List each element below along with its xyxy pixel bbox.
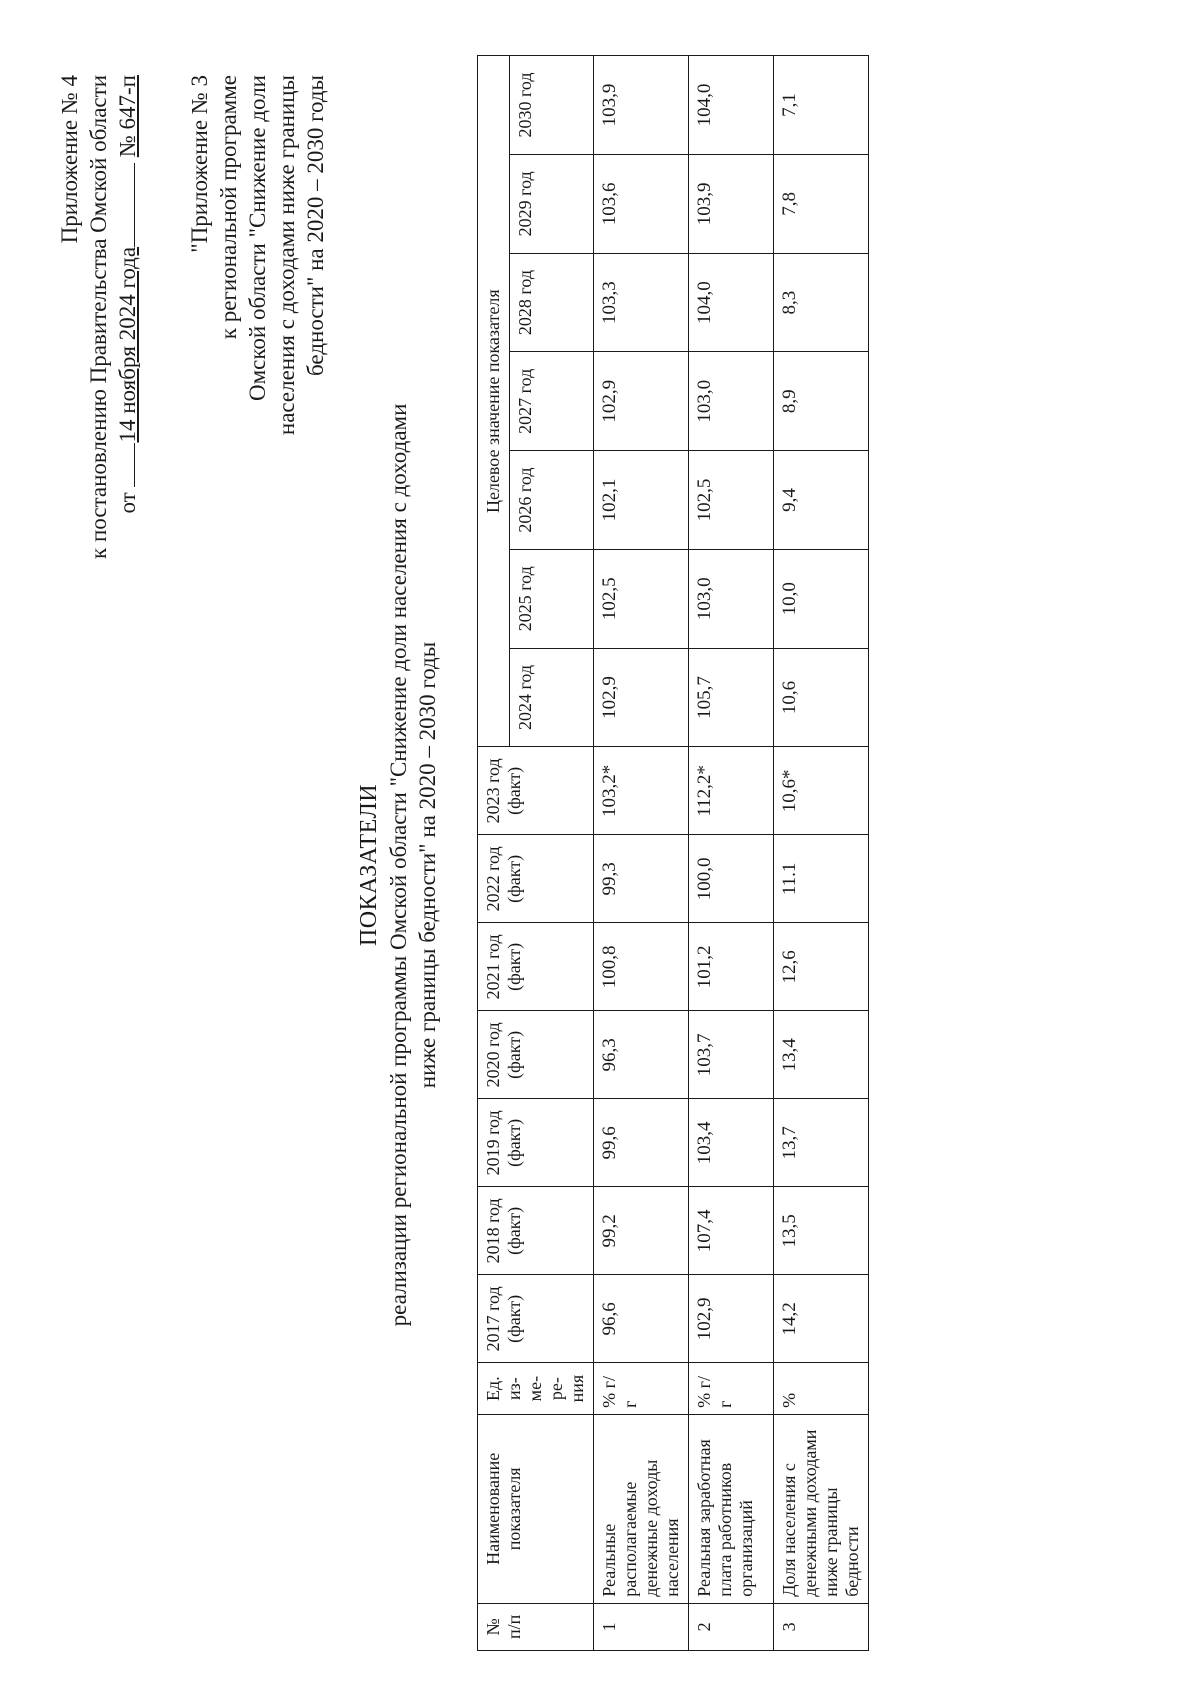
row-value: 103,3 [594,253,689,352]
row-value: 103,0 [689,549,774,648]
previous-appendix-line: Омской области "Снижение доли [245,75,270,401]
row-value: 101,2 [689,923,774,1011]
row-value: 10,0 [774,549,869,648]
previous-appendix-line: населения с доходами ниже границы [274,75,299,436]
resolution-date-line [113,75,142,559]
row-value: 103,9 [594,56,689,155]
row-value: 9,4 [774,451,869,550]
header-year: 2023 год (факт) [478,747,594,835]
row-value: 10,6* [774,747,869,835]
row-value: 107,4 [689,1187,774,1275]
row-value: 13,5 [774,1187,869,1275]
row-value: 8,3 [774,253,869,352]
row-name: Реальная заработная плата работников организаций [689,1414,774,1603]
document-heading: ПОКАЗАТЕЛИ [356,783,382,947]
row-value: 103,9 [689,154,774,253]
row-value: 104,0 [689,253,774,352]
row-value: 11.1 [774,835,869,923]
row-value: 102,5 [689,451,774,550]
previous-appendix-line: бедности" на 2020 – 2030 годы [303,75,328,376]
row-value: 102,9 [594,648,689,747]
header-target-group: Целевое значение показателя [478,56,510,747]
row-unit: % [774,1363,869,1415]
resolution-reference: к постановлению Правительства Омской области [86,75,111,559]
header-year: 2021 год (факт) [478,923,594,1011]
row-value: 103,2* [594,747,689,835]
row-value: 105,7 [689,648,774,747]
table-row [689,56,774,1651]
from-label: от [115,492,140,514]
resolution-date: 14 ноября 2024 года [115,246,140,443]
row-value: 99,6 [594,1099,689,1187]
row-num: 2 [689,1603,774,1650]
row-value: 102,5 [594,549,689,648]
title-block [355,135,442,1595]
row-value: 104,0 [689,56,774,155]
rotated-sheet [45,55,1135,1655]
header-num: № п/п [478,1603,594,1650]
document-subtitle-line1: реализации региональной программы Омской области "Снижение доли населения с доходами [386,403,411,1327]
row-unit: % г/г [594,1363,689,1415]
header-year: 2020 год (факт) [478,1011,594,1099]
row-value: 100,8 [594,923,689,1011]
row-value: 8,9 [774,352,869,451]
previous-appendix-line: "Приложение № 3 [187,75,212,253]
row-value: 14,2 [774,1275,869,1363]
row-num: 1 [594,1603,689,1650]
row-value: 100,0 [689,835,774,923]
row-value: 13,7 [774,1099,869,1187]
header-target-year: 2027 год [510,352,594,451]
previous-appendix-line: к региональной программе [216,75,241,340]
row-value: 7,1 [774,56,869,155]
header-target-year: 2024 год [510,648,594,747]
row-value: 96,6 [594,1275,689,1363]
row-value: 103,6 [594,154,689,253]
table-row [594,56,689,1651]
header-target-year: 2028 год [510,253,594,352]
row-value: 96,3 [594,1011,689,1099]
header-year: 2019 год (факт) [478,1099,594,1187]
header-target-year: 2029 год [510,154,594,253]
row-value: 103,0 [689,352,774,451]
previous-appendix-block [185,75,330,435]
header-target-year: 2026 год [510,451,594,550]
header-target-year: 2025 год [510,549,594,648]
row-value: 103,4 [689,1099,774,1187]
appendix-label: Приложение № 4 [57,75,82,244]
row-value: 13,4 [774,1011,869,1099]
header-target-year: 2030 год [510,56,594,155]
row-value: 102,1 [594,451,689,550]
row-value: 99,2 [594,1187,689,1275]
table-row [774,56,869,1651]
row-value: 10,6 [774,648,869,747]
row-value: 7,8 [774,154,869,253]
row-num: 3 [774,1603,869,1650]
resolution-number: № 647-п [115,75,140,158]
header-year: 2018 год (факт) [478,1187,594,1275]
row-unit: % г/г [689,1363,774,1415]
row-value: 99,3 [594,835,689,923]
header-name: Наименование показателя [478,1414,594,1603]
header-year: 2022 год (факт) [478,835,594,923]
document-subtitle-line2: ниже границы бедности" на 2020 – 2030 годы [415,641,440,1089]
number-blank [114,163,135,247]
row-value: 112,2* [689,747,774,835]
row-name: Доля населения с денежными доходами ниже границы бедности [774,1414,869,1603]
date-blank [114,443,135,487]
row-value: 103,7 [689,1011,774,1099]
approval-block [55,75,142,559]
header-row-group [478,56,510,1651]
row-value: 102,9 [689,1275,774,1363]
row-value: 102,9 [594,352,689,451]
header-unit: Ед. из- ме- ре- ния [478,1363,594,1415]
row-value: 12,6 [774,923,869,1011]
row-name: Реальные располагаемые денежные доходы населения [594,1414,689,1603]
header-year: 2017 год (факт) [478,1275,594,1363]
indicators-table [477,55,869,1651]
